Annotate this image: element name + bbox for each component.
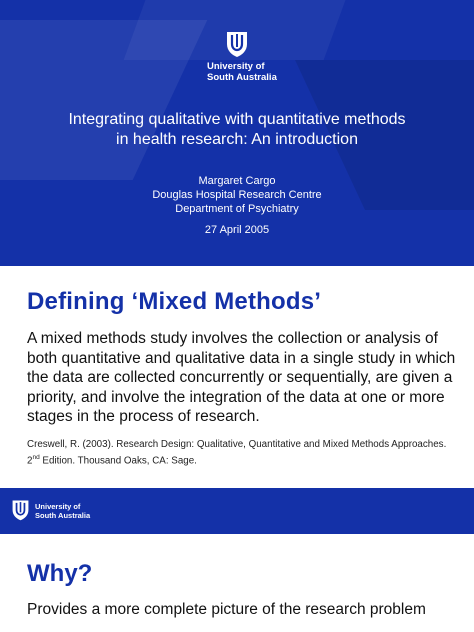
title-line2: in health research: An introduction: [116, 131, 358, 148]
citation-part2: Edition. Thousand Oaks, CA: Sage.: [39, 454, 197, 466]
definition-text: A mixed methods study involves the collection or analysis of both quantitative and qualitative data in a single study in which the data are collected concurrently or sequentially, are given a priority, and involve the integration of the data at one or more stages in the process of research.: [27, 330, 456, 426]
title-slide: [0, 0, 474, 266]
header-bar: [0, 488, 474, 534]
logo-text-line1: University of: [207, 61, 265, 72]
unisa-shield-icon: [11, 498, 30, 522]
university-logo: [207, 30, 277, 83]
slide-heading: Defining ‘Mixed Methods’: [27, 288, 322, 315]
logo-text-line1: University of: [35, 502, 81, 511]
presentation-date: 27 April 2005: [204, 224, 270, 236]
citation-superscript: nd: [32, 453, 40, 461]
citation: [27, 439, 457, 467]
why-slide: [0, 488, 474, 632]
title-line1: Integrating qualitative with quantitative methods: [68, 111, 406, 128]
author-name: Margaret Cargo: [198, 175, 276, 187]
citation-part1: Creswell, R. (2003). Research Design: Qualitative, Quantitative and Mixed Methods Approaches. 2: [27, 439, 447, 466]
logo-text-line2: South Australia: [35, 511, 91, 520]
author-department: Department of Psychiatry: [175, 203, 299, 215]
presentation-title: [20, 110, 454, 150]
author-block: [20, 174, 454, 216]
slide-heading: Why?: [27, 560, 93, 587]
definition-slide: [0, 266, 474, 488]
logo-text-line2: South Australia: [207, 72, 277, 83]
unisa-shield-icon: [225, 30, 249, 58]
author-affiliation: Douglas Hospital Research Centre: [152, 189, 322, 201]
logo-text: [35, 502, 90, 520]
why-text: Provides a more complete picture of the research problem: [27, 601, 426, 618]
